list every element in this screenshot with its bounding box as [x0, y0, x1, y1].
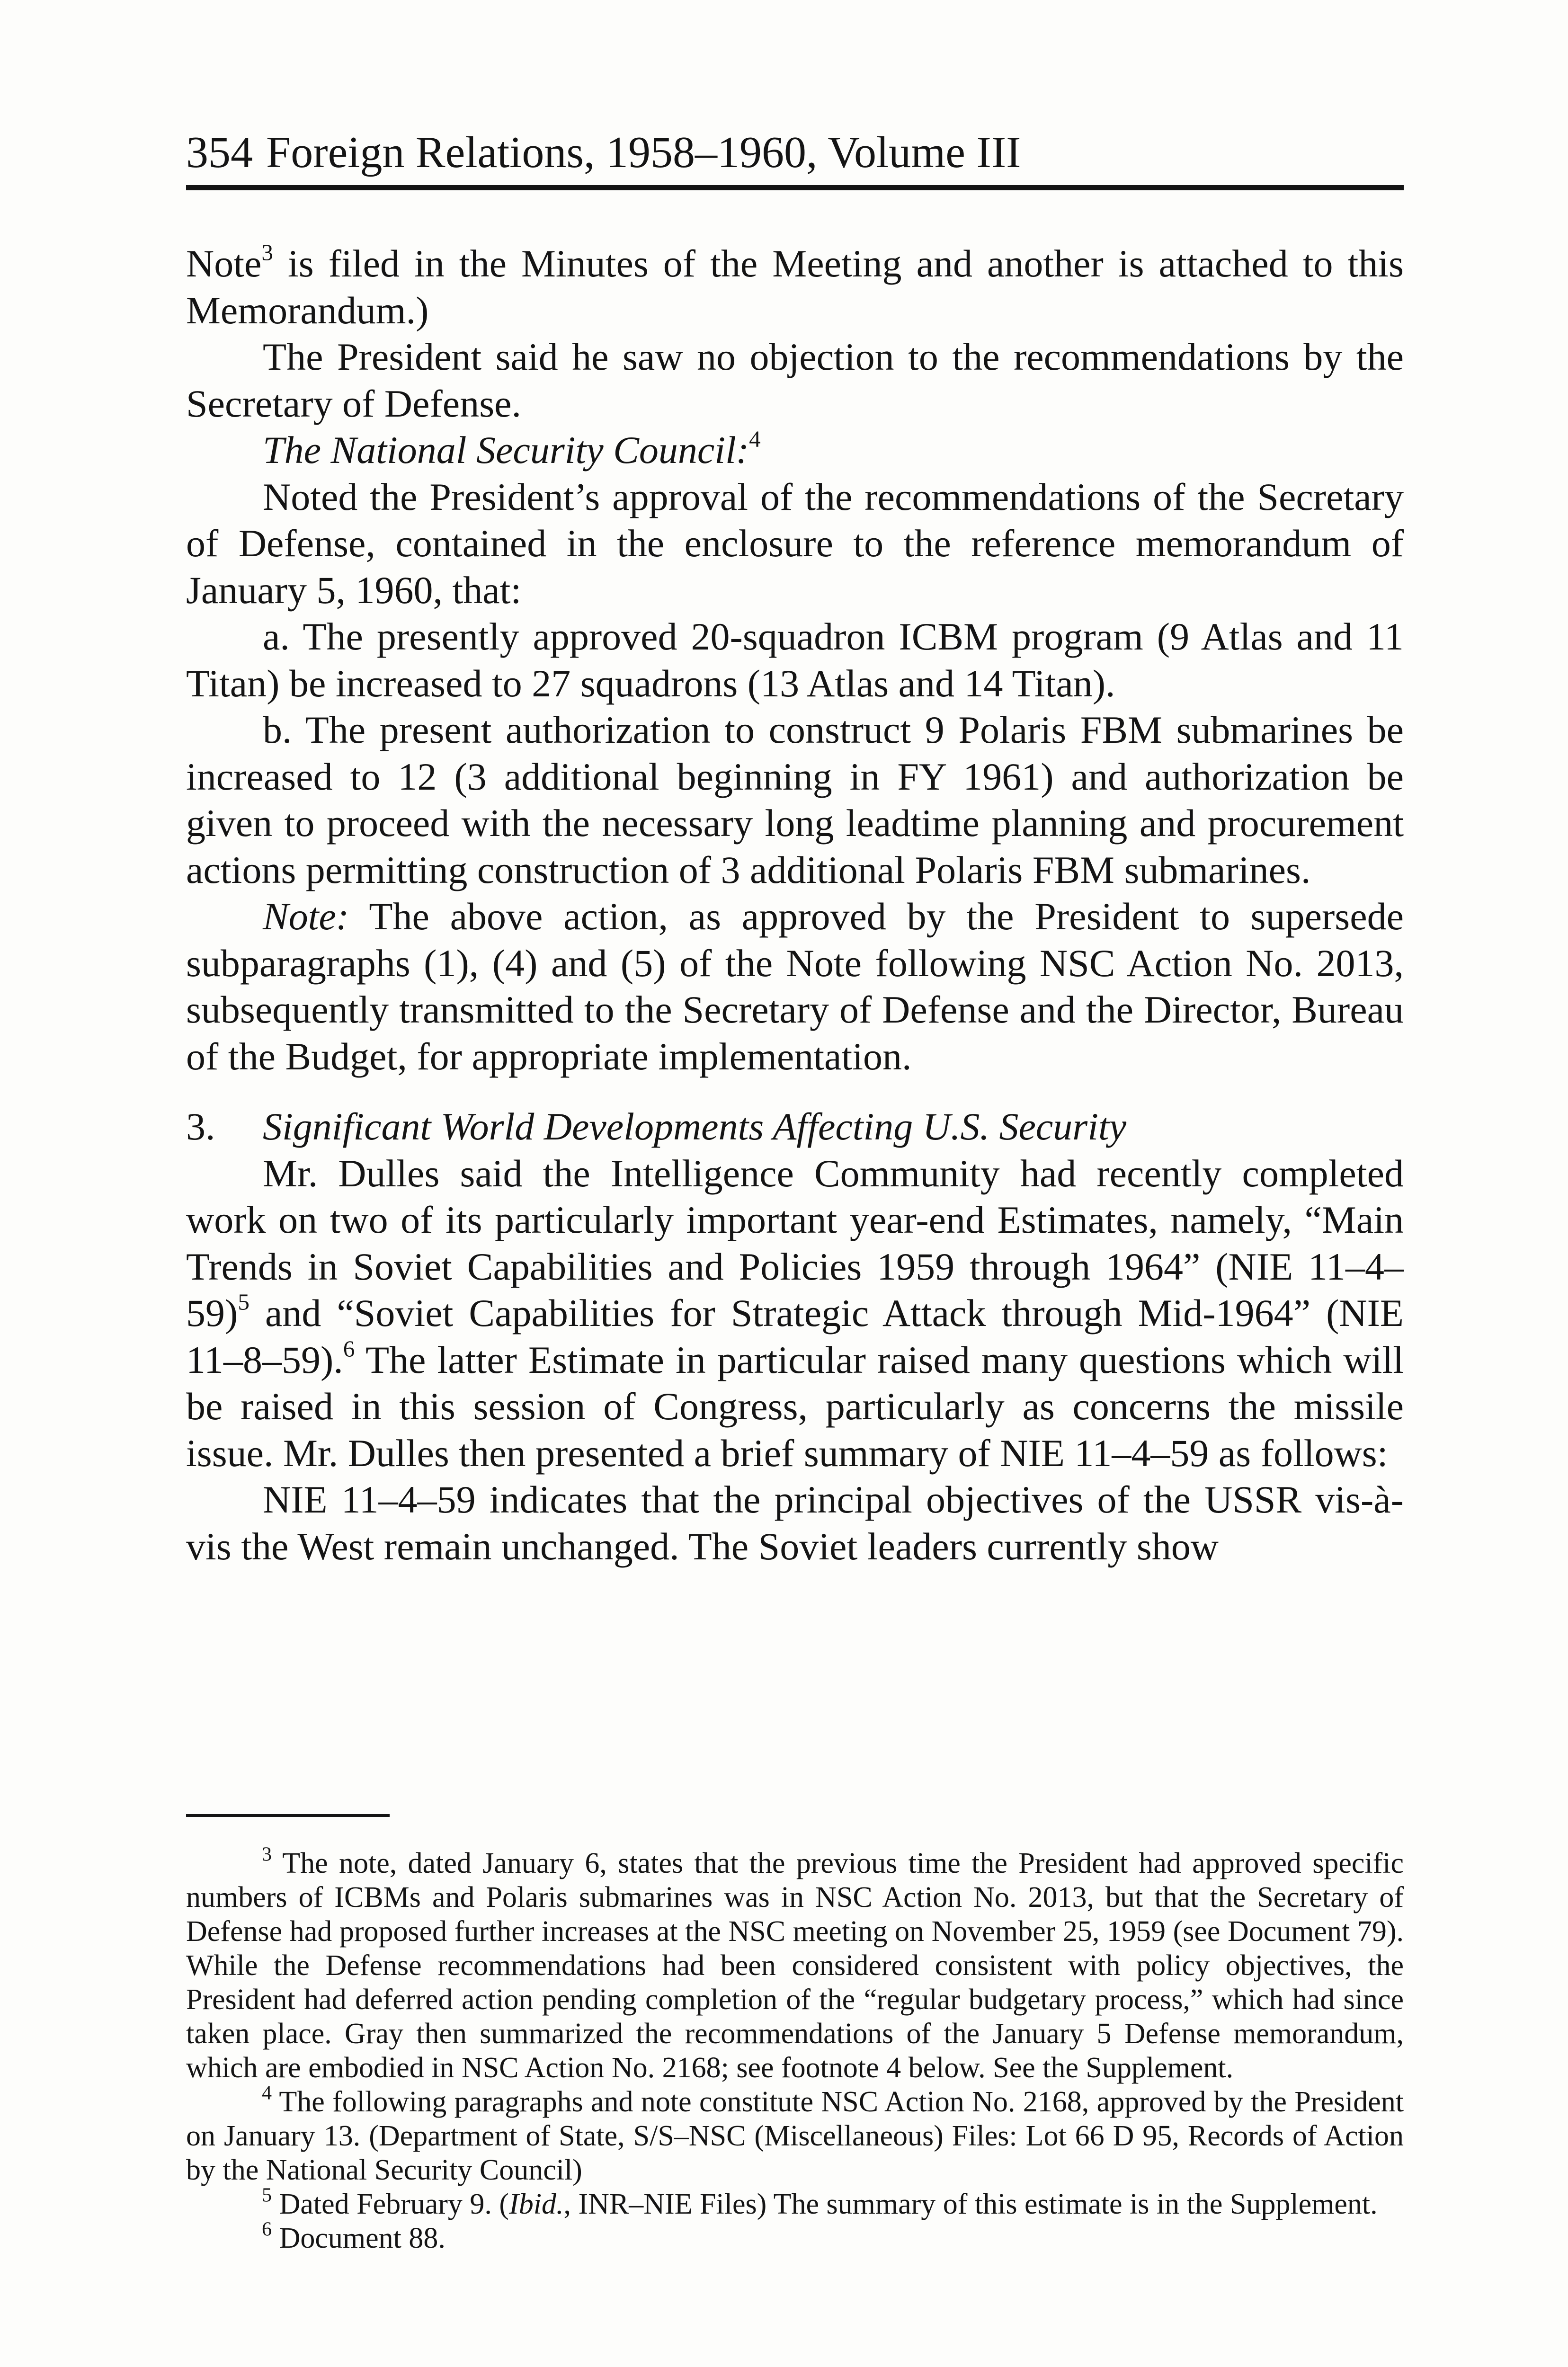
continuation-text-end: Memorandum.): [186, 288, 429, 332]
note-word: Note: [186, 242, 262, 285]
paragraph-dulles: [186, 1150, 1404, 1477]
header-rule: [186, 185, 1404, 190]
main-text: [186, 240, 1404, 1570]
footnote-ref-4[interactable]: 4: [749, 426, 761, 452]
section-title: Significant World Developments Affecting U.S. Security: [263, 1105, 1127, 1148]
paragraph-note: [186, 893, 1404, 1080]
footnote-number: 6: [262, 2218, 272, 2241]
paragraph-noted: Noted the President’s approval of the recommendations of the Secretary of Defense, contained in the enclosure to the reference memorandum of January 5, 1960, that:: [186, 475, 1404, 612]
council-heading: [186, 427, 1404, 474]
paragraph-continuation: [186, 240, 1404, 334]
footnote-5: [186, 2184, 1404, 2221]
paragraph-nie: NIE 11–4–59 indicates that the principal objectives of the USSR vis-à-vis the West remain unchanged. The Soviet leaders currently show: [186, 1478, 1404, 1568]
footnotes: [186, 1843, 1404, 2255]
footnote-3: [186, 1843, 1404, 2085]
paragraph-president: The President said he saw no objection to the recommendations by the Secretary of Defense.: [186, 335, 1404, 425]
footnote-rule: [186, 1814, 390, 1817]
footnote-ref-5[interactable]: 5: [238, 1289, 249, 1315]
continuation-text: is filed in the Minutes of the Meeting and another is attached to this: [273, 242, 1404, 285]
footnote-ref-6[interactable]: 6: [343, 1335, 355, 1362]
footnote-4: [186, 2082, 1404, 2187]
footnote-6: [186, 2218, 1404, 2255]
page-number: 354: [186, 128, 253, 177]
note-label: Note:: [263, 895, 349, 938]
footnote-text: The note, dated January 6, states that the previous time the President had approved specific numbers of ICBMs and Polaris submarines was in NSC Action No. 2013, but that the Secretary of Defense had proposed further increases at the NSC meeting on November 25, 1959 (see Document 79). While the Defense recommendations had been considered consistent with policy objectives, the President had deferred action pending completion of the “regular budgetary process,” which had since taken place. Gray then summarized the recommendations of the January 5 Defense memorandum, which are embodied in NSC Action No. 2168; see footnote 4 below. See the Supplement.: [186, 1847, 1404, 2084]
footnote-ref-3[interactable]: 3: [261, 239, 273, 266]
paragraph-a: a. The presently approved 20-squadron ICBM program (9 Atlas and 11 Titan) be increased to 27 squadrons (13 Atlas and 14 Titan).: [186, 615, 1404, 705]
footnote-text: The following paragraphs and note constitute NSC Action No. 2168, approved by the President on January 13. (Department of State, S/S–NSC (Miscellaneous) Files: Lot 66 D 95, Records of Action by the National Security Council): [186, 2086, 1404, 2186]
footnote-text: Dated February 9. (: [272, 2188, 509, 2220]
footnote-text: Document 88.: [272, 2222, 445, 2254]
footnote-number: 4: [262, 2082, 272, 2104]
note-text: The above action, as approved by the President to supersede subparagraphs (1), (4) and (5) of the Note following NSC Action No. 2013, subsequently transmitted to the Secretary of Defense and the Director, Bureau of the Budget, for appropriate implementation.: [186, 895, 1404, 1078]
section-number: 3.: [186, 1105, 215, 1148]
council-label: The National Security Council:: [263, 428, 749, 472]
dulles-text-c: The latter Estimate in particular raised many questions which will be raised in this session of Congress, particularly as concerns the missile issue. Mr. Dulles then presented a brief summary of NIE 11–4–59 as follows:: [186, 1338, 1404, 1475]
paragraph-b: b. The present authorization to construct 9 Polaris FBM submarines be increased to 12 (3 additional beginning in FY 1961) and authorization be given to proceed with the necessary long leadtime planning and procurement actions permitting construction of 3 additional Polaris FBM submarines.: [186, 708, 1404, 891]
footnote-text-end: , INR–NIE Files) The summary of this estimate is in the Supplement.: [563, 2188, 1378, 2220]
ibid-citation: Ibid.: [509, 2188, 564, 2220]
footnote-number: 5: [262, 2184, 272, 2207]
dulles-text-b: and “Soviet Capabilities for Strategic Attack through Mid-1964” (NIE 11–8–59).: [186, 1291, 1404, 1381]
dulles-text-a: Mr. Dulles said the Intelligence Community had recently completed work on two of its particularly important year-end Estimates, namely, “Main Trends in Soviet Capabilities and Policies 1959 through 1964” (NIE 11–4–59): [186, 1151, 1404, 1335]
volume-title: Foreign Relations, 1958–1960, Volume III: [266, 128, 1021, 177]
footnote-number: 3: [262, 1843, 272, 1866]
section-heading: [186, 1103, 1404, 1150]
running-header: [186, 124, 1404, 181]
